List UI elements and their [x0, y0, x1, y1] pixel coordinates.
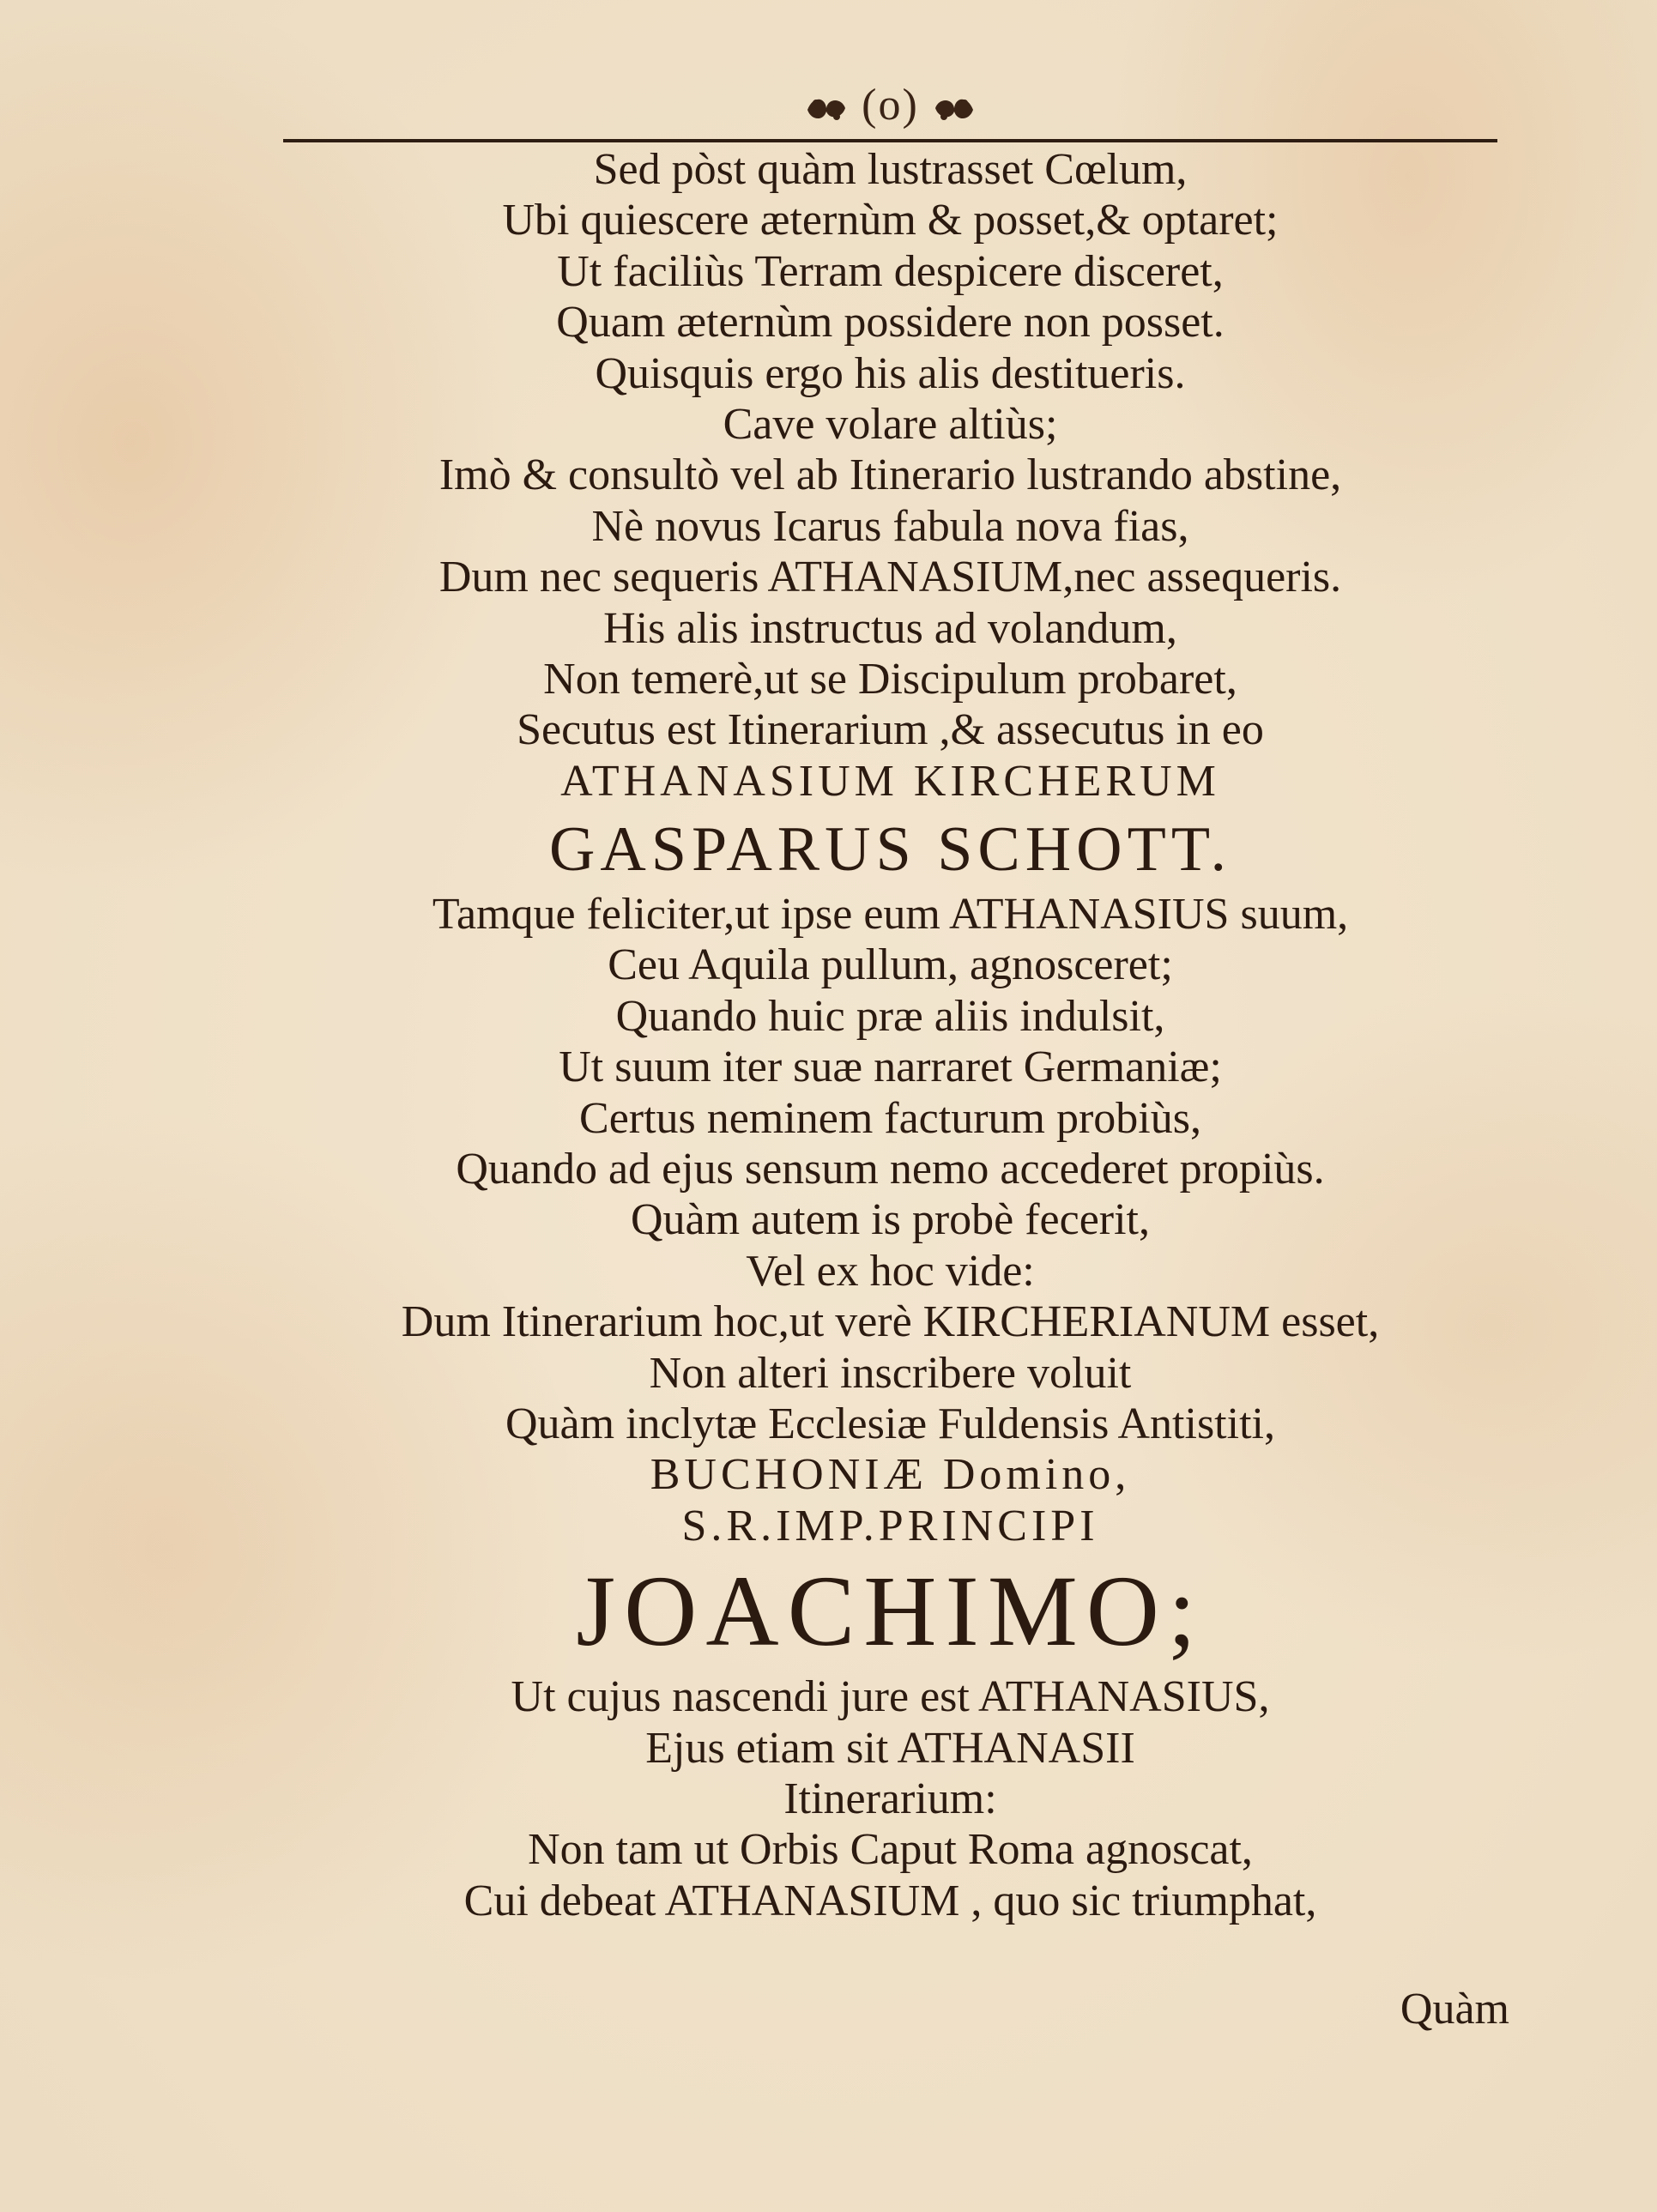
text-line: Itinerarium: [783, 1774, 997, 1823]
text-line: Tamque feliciter,ut ipse eum ATHANASIUS suum, [432, 890, 1349, 940]
text-line: Ut suum iter suæ narraret Germaniæ; [559, 1043, 1222, 1092]
text-line: Non tam ut Orbis Caput Roma agnoscat, [528, 1825, 1253, 1875]
author-heading: GASPARUS SCHOTT. [548, 814, 1232, 885]
text-line: BUCHONIÆ Domino, [650, 1450, 1131, 1500]
text-line: Sed pòst quàm lustrasset Cœlum, [593, 145, 1188, 194]
text-line: Quando ad ejus sensum nemo accederet propiùs. [456, 1145, 1325, 1194]
page-header [283, 76, 1497, 144]
text-line: Ut faciliùs Terram despicere disceret, [557, 246, 1224, 296]
text-line: Ceu Aquila pullum, agnosceret; [608, 940, 1173, 990]
text-line: Quàm inclytæ Ecclesiæ Fuldensis Antistiti, [505, 1399, 1275, 1448]
page-number-ornament [283, 76, 1497, 136]
text-line: Non alteri inscribere voluit [649, 1348, 1132, 1398]
text-line: Cave volare altiùs; [723, 399, 1058, 449]
text-line: Secutus est Itinerarium ,& assecutus in eo [517, 705, 1264, 755]
catchword: Quàm [1400, 1985, 1509, 2034]
text-line: Quando huic præ aliis indulsit, [615, 991, 1165, 1041]
text-line: Quam æternùm possidere non posset. [556, 298, 1225, 348]
text-line: Quisquis ergo his alis destitueris. [595, 348, 1186, 398]
text-line: Ubi quiescere æternùm & posset,& optaret; [502, 196, 1279, 245]
text-line: Certus neminem facturum probiùs, [579, 1093, 1201, 1143]
text-line: Quàm autem is probè fecerit, [631, 1195, 1150, 1245]
text-line: Ut cujus nascendi jure est ATHANASIUS, [511, 1672, 1270, 1722]
page-number: (o) [862, 81, 919, 130]
author-name-line: ATHANASIUM KIRCHERUM [560, 756, 1220, 806]
text-line: S.R.IMP.PRINCIPI [681, 1501, 1099, 1550]
text-line: Dum Itinerarium hoc,ut verè KIRCHERIANUM esset, [401, 1297, 1380, 1347]
header-rule [283, 139, 1497, 142]
text-line: Ejus etiam sit ATHANASII [645, 1723, 1135, 1773]
fleuron-left-icon [804, 93, 849, 125]
text-line: Cui debeat ATHANASIUM , quo sic triumphat, [463, 1876, 1317, 1925]
fleuron-right-icon [932, 93, 977, 125]
text-line: Nè novus Icarus fabula nova fias, [591, 501, 1189, 551]
text-line: Imò & consultò vel ab Itinerario lustrando abstine, [438, 450, 1342, 500]
text-line: Dum nec sequeris ATHANASIUM,nec assequeris. [438, 553, 1342, 602]
dedicatee-heading: JOACHIMO; [576, 1555, 1205, 1668]
text-line: His alis instructus ad volandum, [603, 603, 1177, 653]
text-line: Vel ex hoc vide: [746, 1246, 1035, 1296]
dedication-text [283, 144, 1497, 1926]
text-line: Non temerè,ut se Discipulum probaret, [543, 654, 1237, 704]
